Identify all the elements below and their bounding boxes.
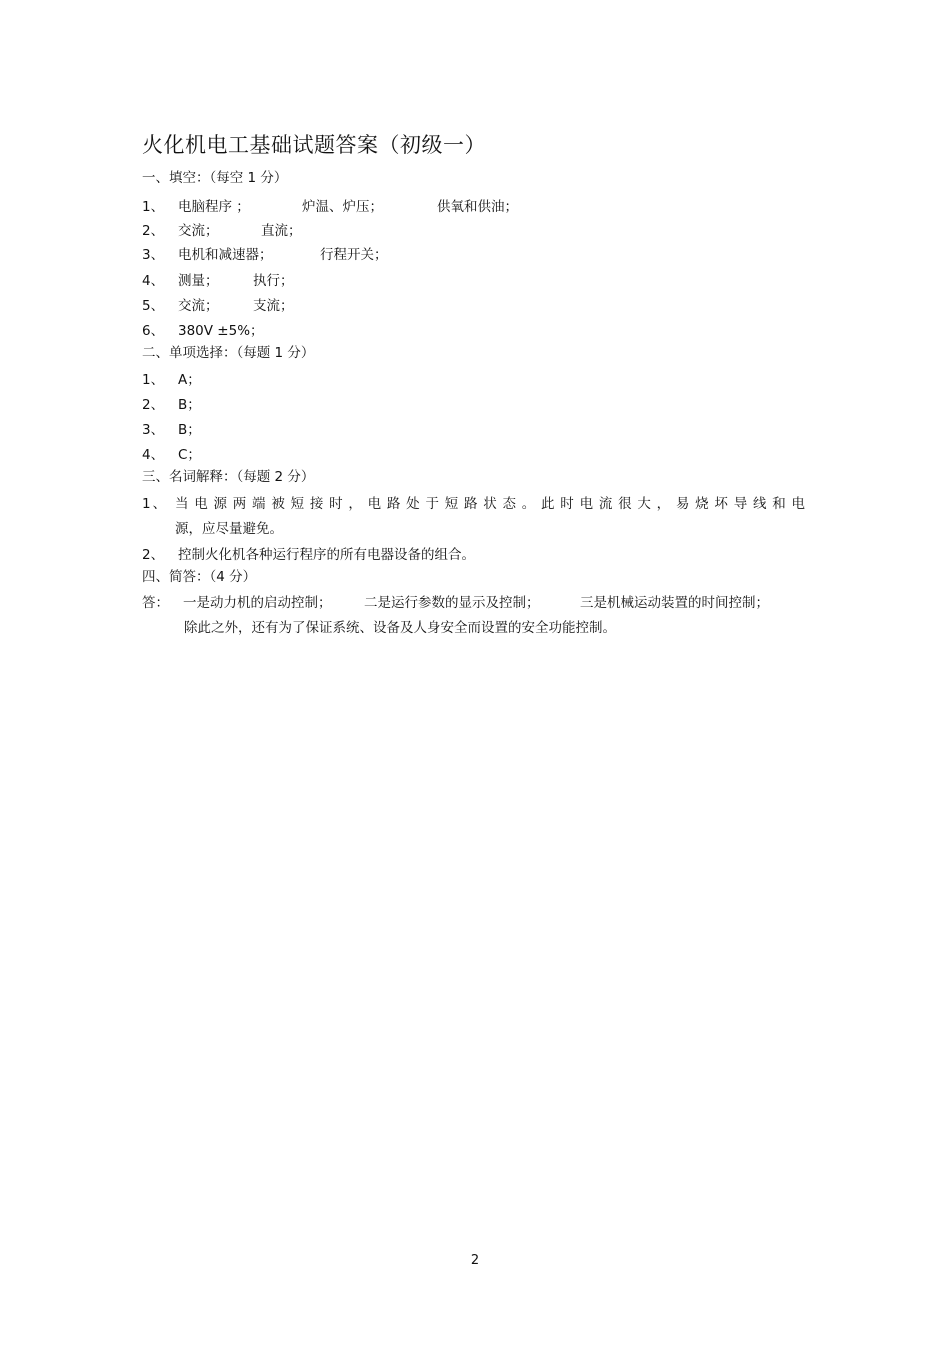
answer-continuation: 除此之外，还有为了保证系统、设备及人身安全而设置的安全功能控制。 — [184, 620, 616, 636]
answer-text: 直流； — [261, 223, 302, 239]
item-number: 1、 — [142, 372, 165, 388]
item-number: 4、 — [142, 447, 165, 463]
answer-text: 交流； — [178, 298, 219, 314]
item-number: 3、 — [142, 422, 165, 438]
page-title: 火化机电工基础试题答案（初级一） — [142, 133, 486, 157]
section-heading-short-answer: 四、简答：（4 分） — [142, 569, 257, 585]
answer-text: C； — [178, 447, 201, 463]
answer-text: 炉温、炉压； — [302, 199, 383, 215]
item-number: 2、 — [142, 223, 165, 239]
answer-text: 执行； — [253, 273, 294, 289]
answer-text: 行程开关； — [320, 247, 388, 263]
answer-text: 控制火化机各种运行程序的所有电器设备的组合。 — [178, 547, 475, 563]
answer-continuation: 源，应尽量避免。 — [175, 521, 283, 537]
item-number: 2、 — [142, 547, 165, 563]
answer-text: B； — [178, 422, 201, 438]
answer-text: 电机和减速器； — [178, 247, 273, 263]
item-number: 6、 — [142, 323, 165, 339]
answer-text: 380V ±5%； — [178, 323, 264, 339]
answer-text: 当电源两端被短接时，电路处于短路状态。此时电流很大，易烧坏导线和电 — [175, 496, 807, 512]
item-number: 2、 — [142, 397, 165, 413]
answer-text: A； — [178, 372, 201, 388]
answer-text: 二是运行参数的显示及控制； — [364, 595, 540, 611]
page-number: 2 — [470, 1253, 480, 1268]
answer-text: 电脑程序 ； — [178, 199, 250, 215]
answer-text: 三是机械运动装置的时间控制； — [580, 595, 769, 611]
item-number: 4、 — [142, 273, 165, 289]
item-number: 5、 — [142, 298, 165, 314]
section-heading-term-explanation: 三、名词解释：（每题 2 分） — [142, 469, 315, 485]
answer-text: 支流； — [253, 298, 294, 314]
answer-text: B； — [178, 397, 201, 413]
answer-text: 一是动力机的启动控制； — [183, 595, 332, 611]
section-heading-fill-in: 一、填空：（每空 1 分） — [142, 170, 288, 186]
answer-text: 测量； — [178, 273, 219, 289]
item-number: 3、 — [142, 247, 165, 263]
section-heading-single-choice: 二、单项选择：（每题 1 分） — [142, 345, 315, 361]
item-number: 1、 — [142, 199, 165, 215]
answer-text: 交流； — [178, 223, 219, 239]
answer-label: 答： — [142, 595, 169, 611]
item-number: 1、 — [142, 496, 169, 512]
answer-text: 供氧和供油； — [437, 199, 518, 215]
